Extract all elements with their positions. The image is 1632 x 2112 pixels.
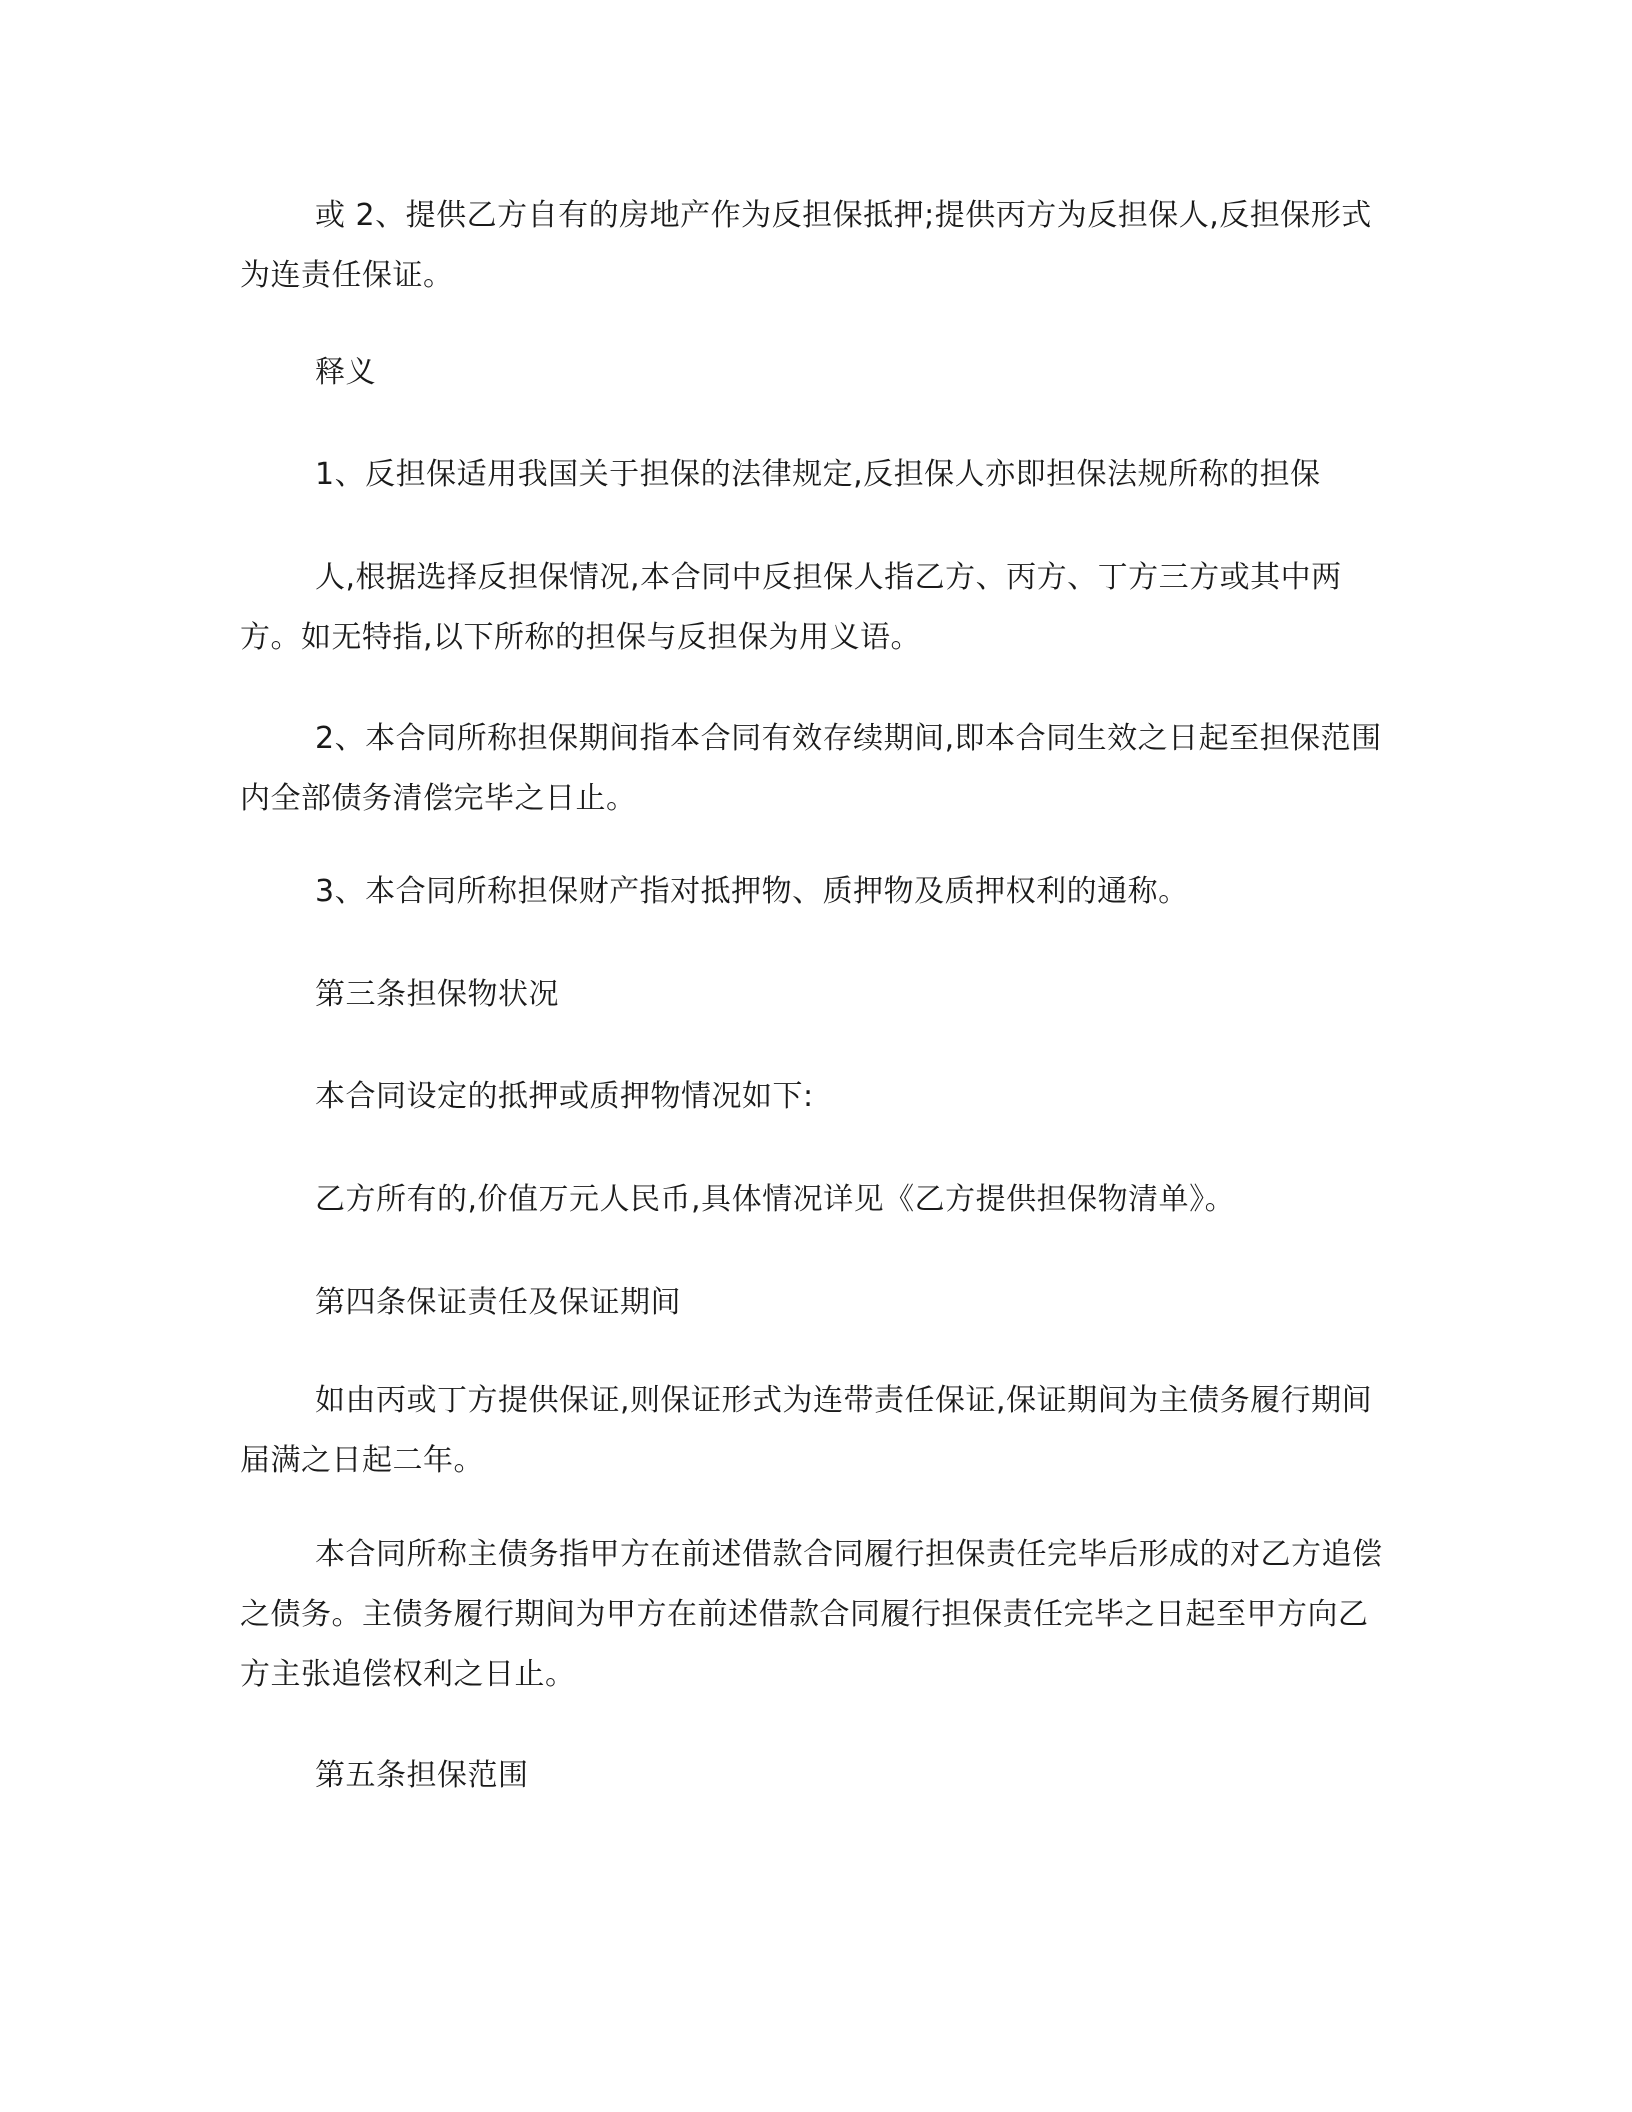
paragraph-definition-2: 2、本合同所称担保期间指本合同有效存续期间,即本合同生效之日起至担保范围内全部债务清偿完毕之日止。 (240, 721, 1382, 816)
paragraph-main-debt: 本合同所称主债务指甲方在前述借款合同履行担保责任完毕后形成的对乙方追偿之债务。主债务履行期间为甲方在前述借款合同履行担保责任完毕之日起至甲方向乙方主张追偿权利之日止。 (240, 1537, 1383, 1692)
paragraph-counter-guarantee-option: 或 2、提供乙方自有的房地产作为反担保抵押;提供丙方为反担保人,反担保形式为连责任保证。 (240, 198, 1372, 293)
paragraph-definition-1: 1、反担保适用我国关于担保的法律规定,反担保人亦即担保法规所称的担保 (315, 457, 1321, 492)
heading-article-5: 第五条担保范围 (315, 1758, 529, 1793)
paragraph-guarantee-form: 如由丙或丁方提供保证,则保证形式为连带责任保证,保证期间为主债务履行期间届满之日起二年。 (240, 1383, 1373, 1478)
paragraph-definition-3: 3、本合同所称担保财产指对抵押物、质押物及质押权利的通称。 (315, 874, 1189, 909)
paragraph-definition-1-continued: 人,根据选择反担保情况,本合同中反担保人指乙方、丙方、丁方三方或其中两方。如无特指,以下所称的担保与反担保为用义语。 (240, 560, 1342, 655)
paragraph-collateral-intro: 本合同设定的抵押或质押物情况如下: (315, 1079, 814, 1114)
heading-article-4: 第四条保证责任及保证期间 (315, 1285, 681, 1320)
heading-article-3: 第三条担保物状况 (315, 977, 559, 1012)
paragraph-collateral-detail: 乙方所有的,价值万元人民币,具体情况详见《乙方提供担保物清单》。 (315, 1182, 1236, 1217)
heading-definitions: 释义 (315, 355, 376, 390)
